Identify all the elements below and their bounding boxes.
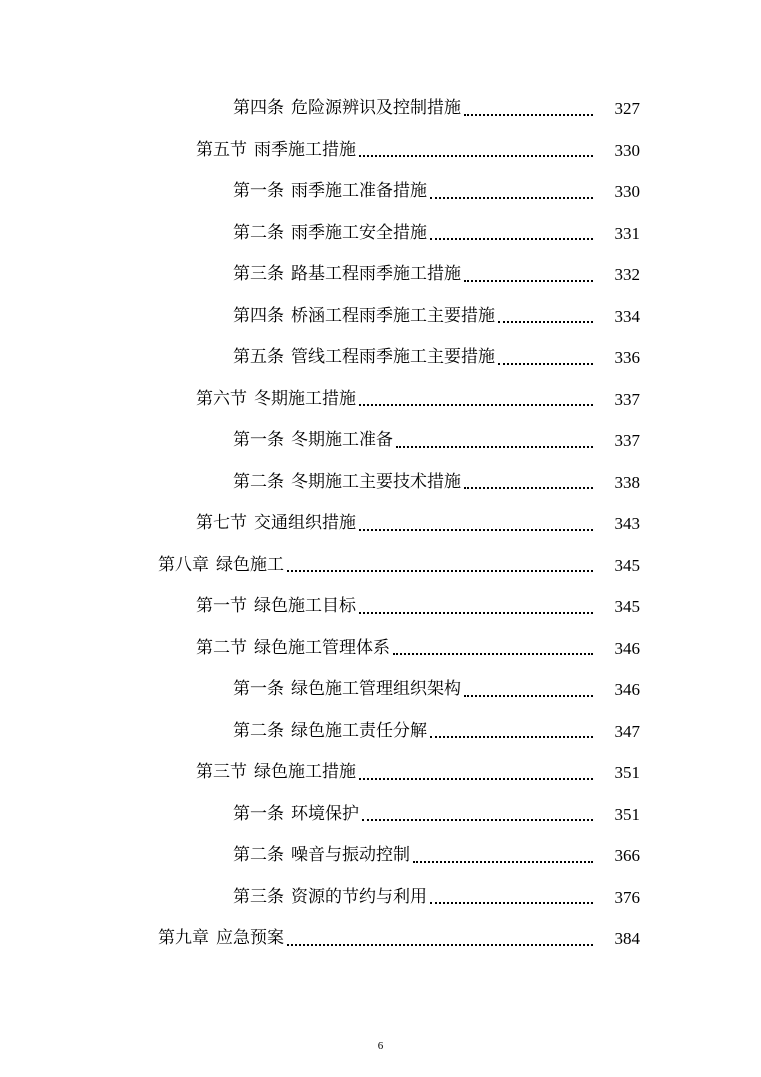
toc-entry[interactable] bbox=[0, 130, 761, 172]
toc-entry-number: 第二条 bbox=[233, 845, 284, 866]
dot-leader bbox=[359, 404, 593, 406]
toc-entry-title: 冬期施工主要技术措施 bbox=[291, 471, 461, 492]
dot-leader bbox=[430, 736, 593, 738]
dot-leader bbox=[430, 197, 593, 199]
toc-entry[interactable] bbox=[0, 420, 761, 462]
toc-entry-title: 绿色施工措施 bbox=[254, 762, 356, 783]
toc-entry-number: 第五条 bbox=[233, 347, 284, 368]
toc-entry-title: 资源的节约与利用 bbox=[291, 886, 427, 907]
dot-leader bbox=[359, 612, 593, 614]
toc-entry-page: 336 bbox=[614, 348, 640, 368]
toc-entry-page: 376 bbox=[614, 887, 640, 907]
dot-leader bbox=[362, 819, 593, 821]
toc-entry-title: 应急预案 bbox=[216, 928, 284, 949]
toc-entry-number: 第一条 bbox=[233, 803, 284, 824]
toc-entry-title: 绿色施工管理体系 bbox=[254, 637, 390, 658]
toc-entry-page: 332 bbox=[614, 265, 640, 285]
toc-entry-number: 第七节 bbox=[196, 513, 247, 534]
toc-entry-title: 冬期施工措施 bbox=[254, 388, 356, 409]
toc-entry-page: 345 bbox=[614, 555, 640, 575]
dot-leader bbox=[464, 487, 593, 489]
toc-entry-page: 330 bbox=[614, 182, 640, 202]
toc-entry-number: 第六节 bbox=[196, 388, 247, 409]
toc-entry-title: 交通组织措施 bbox=[254, 513, 356, 534]
toc-entry-number: 第九章 bbox=[158, 928, 209, 949]
toc-entry-number: 第三节 bbox=[196, 762, 247, 783]
toc-entry-title: 绿色施工管理组织架构 bbox=[291, 679, 461, 700]
dot-leader bbox=[430, 238, 593, 240]
toc-entry[interactable] bbox=[0, 88, 761, 130]
toc-entry-title: 环境保护 bbox=[291, 803, 359, 824]
toc-entry-number: 第一节 bbox=[196, 596, 247, 617]
dot-leader bbox=[413, 861, 593, 863]
toc-entry-number: 第二条 bbox=[233, 471, 284, 492]
toc-entry-title: 冬期施工准备 bbox=[291, 430, 393, 451]
toc-entry-number: 第二条 bbox=[233, 222, 284, 243]
toc-entry[interactable] bbox=[0, 254, 761, 296]
toc-entry-title: 噪音与振动控制 bbox=[291, 845, 410, 866]
toc-entry-page: 337 bbox=[614, 431, 640, 451]
toc-entry-number: 第五节 bbox=[196, 139, 247, 160]
toc-entry[interactable] bbox=[0, 711, 761, 753]
toc-entry[interactable] bbox=[0, 379, 761, 421]
toc-entry-page: 351 bbox=[614, 763, 640, 783]
toc-entry-page: 366 bbox=[614, 846, 640, 866]
toc-entry-number: 第二节 bbox=[196, 637, 247, 658]
dot-leader bbox=[359, 155, 593, 157]
toc-entry-number: 第一条 bbox=[233, 430, 284, 451]
toc-entry-page: 351 bbox=[614, 804, 640, 824]
toc-entry-number: 第二条 bbox=[233, 720, 284, 741]
toc-entry[interactable] bbox=[0, 669, 761, 711]
toc-entry[interactable] bbox=[0, 877, 761, 919]
toc-entry-title: 桥涵工程雨季施工主要措施 bbox=[291, 305, 495, 326]
toc-entry-title: 雨季施工措施 bbox=[254, 139, 356, 160]
dot-leader bbox=[464, 695, 593, 697]
toc-entry[interactable] bbox=[0, 835, 761, 877]
dot-leader bbox=[393, 653, 593, 655]
toc-entry-number: 第四条 bbox=[233, 98, 284, 119]
toc-entry[interactable] bbox=[0, 462, 761, 504]
toc-entry[interactable] bbox=[0, 918, 761, 960]
toc-entry[interactable] bbox=[0, 794, 761, 836]
toc-entry[interactable] bbox=[0, 545, 761, 587]
page-number: 6 bbox=[377, 1040, 384, 1052]
toc-entry-page: 347 bbox=[614, 721, 640, 741]
toc-entry-page: 327 bbox=[614, 99, 640, 119]
toc-entry-title: 绿色施工 bbox=[216, 554, 284, 575]
toc-entry[interactable] bbox=[0, 628, 761, 670]
toc-entry-number: 第一条 bbox=[233, 679, 284, 700]
dot-leader bbox=[396, 446, 593, 448]
toc-entry-number: 第八章 bbox=[158, 554, 209, 575]
dot-leader bbox=[359, 778, 593, 780]
dot-leader bbox=[464, 280, 593, 282]
dot-leader bbox=[287, 570, 593, 572]
dot-leader bbox=[498, 363, 593, 365]
toc-entry-title: 绿色施工目标 bbox=[254, 596, 356, 617]
toc-entry[interactable] bbox=[0, 752, 761, 794]
toc-entry-page: 330 bbox=[614, 140, 640, 160]
dot-leader bbox=[464, 114, 593, 116]
toc-entry[interactable] bbox=[0, 171, 761, 213]
dot-leader bbox=[498, 321, 593, 323]
toc-entry[interactable] bbox=[0, 213, 761, 255]
toc-entry-page: 343 bbox=[614, 514, 640, 534]
toc-entry[interactable] bbox=[0, 586, 761, 628]
toc-entry-page: 346 bbox=[614, 680, 640, 700]
toc-entry-number: 第一条 bbox=[233, 181, 284, 202]
toc-entry-number: 第三条 bbox=[233, 264, 284, 285]
toc-entry-title: 路基工程雨季施工措施 bbox=[291, 264, 461, 285]
toc-entry-number: 第四条 bbox=[233, 305, 284, 326]
toc-entry-page: 345 bbox=[614, 597, 640, 617]
toc-entry[interactable] bbox=[0, 337, 761, 379]
dot-leader bbox=[430, 902, 593, 904]
toc-entry-page: 346 bbox=[614, 638, 640, 658]
table-of-contents bbox=[0, 88, 761, 960]
toc-entry-number: 第三条 bbox=[233, 886, 284, 907]
toc-entry-title: 雨季施工安全措施 bbox=[291, 222, 427, 243]
toc-entry[interactable] bbox=[0, 296, 761, 338]
toc-entry-page: 334 bbox=[614, 306, 640, 326]
toc-entry-page: 384 bbox=[614, 929, 640, 949]
toc-entry-page: 331 bbox=[614, 223, 640, 243]
dot-leader bbox=[359, 529, 593, 531]
toc-entry-page: 337 bbox=[614, 389, 640, 409]
toc-entry-title: 管线工程雨季施工主要措施 bbox=[291, 347, 495, 368]
dot-leader bbox=[287, 944, 593, 946]
toc-entry-title: 绿色施工责任分解 bbox=[291, 720, 427, 741]
toc-entry-title: 危险源辨识及控制措施 bbox=[291, 98, 461, 119]
toc-entry-page: 338 bbox=[614, 472, 640, 492]
toc-entry[interactable] bbox=[0, 503, 761, 545]
toc-entry-title: 雨季施工准备措施 bbox=[291, 181, 427, 202]
